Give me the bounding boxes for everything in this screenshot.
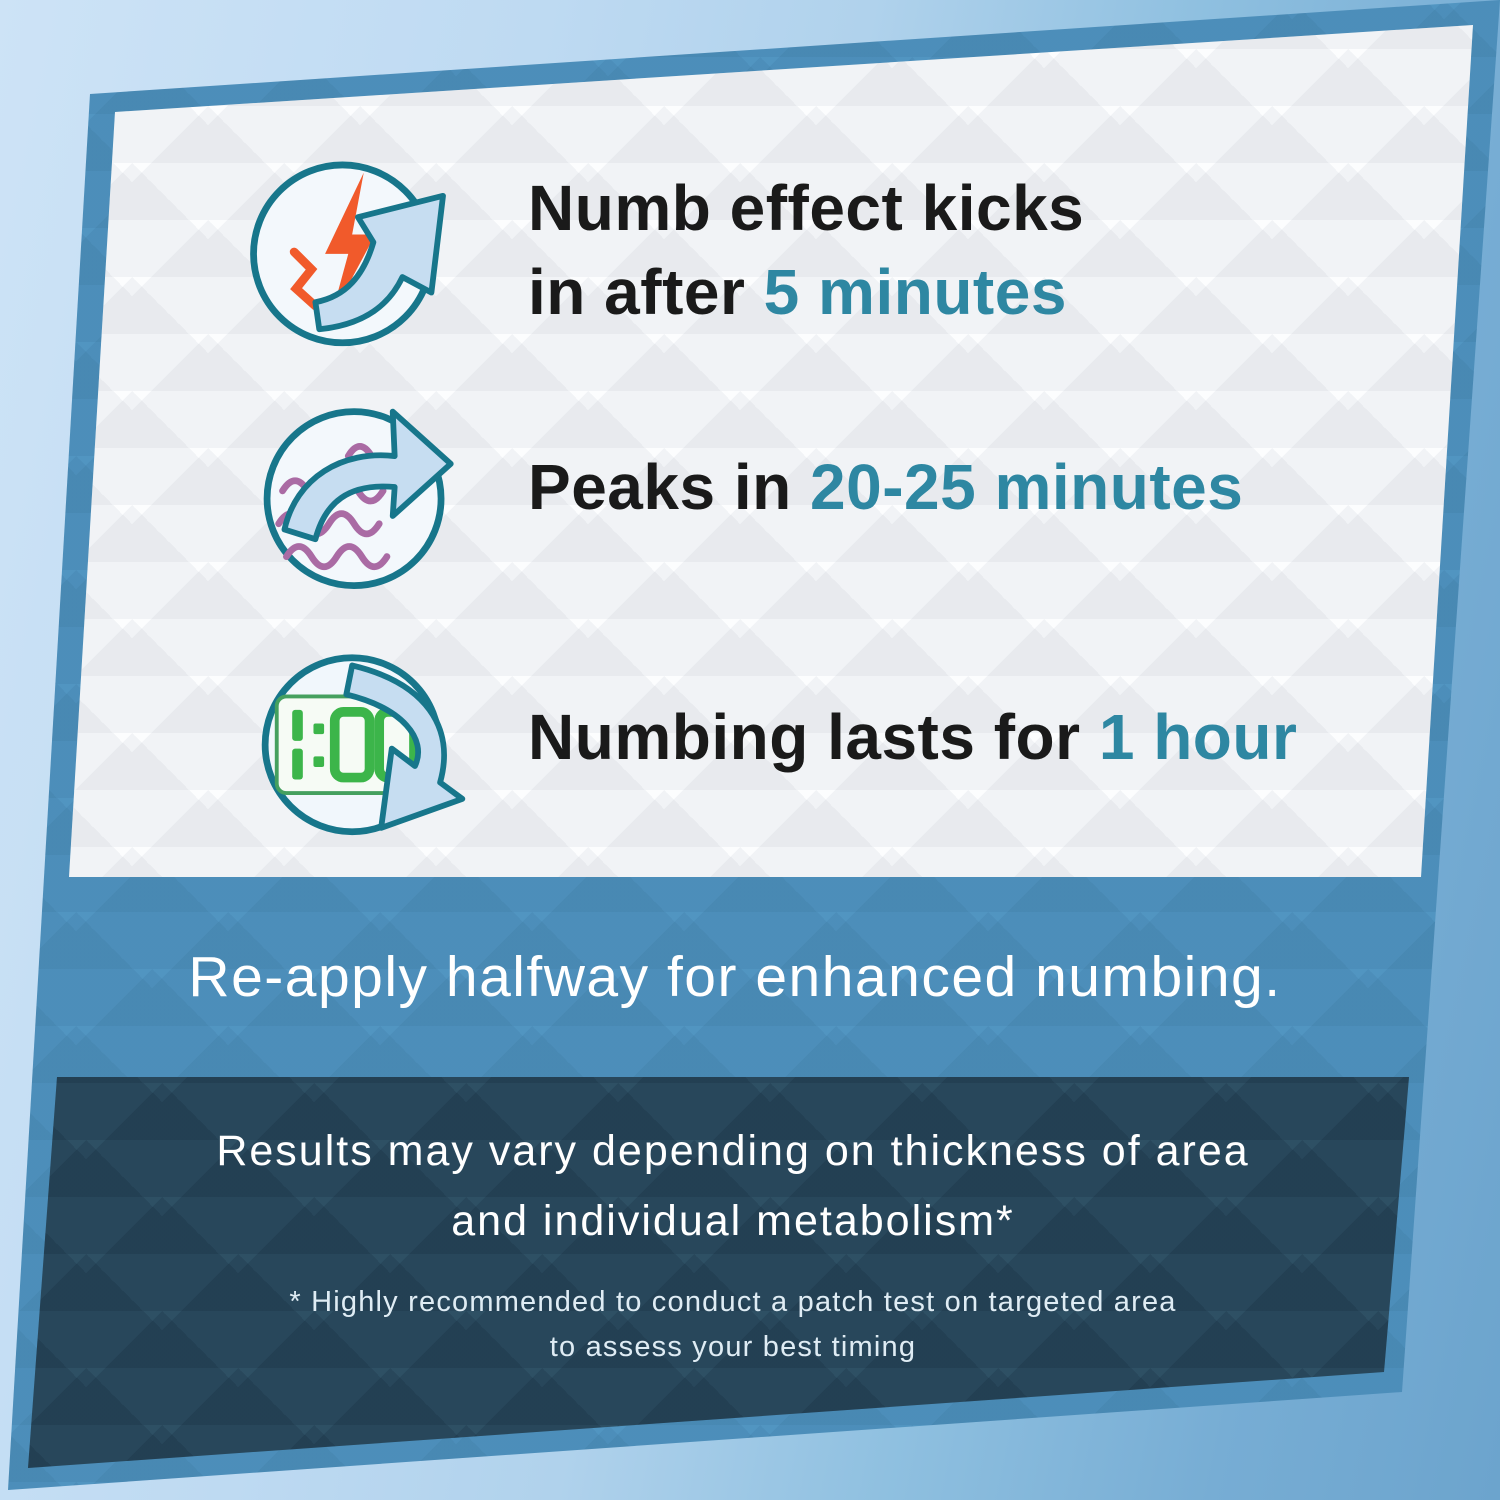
- reapply-band: [60, 877, 1410, 1077]
- timer-clock-cycle-arrow-icon: [240, 621, 472, 853]
- disclaimer-heading-line2: and individual metabolism*: [451, 1196, 1015, 1245]
- benefit-row-onset: [0, 120, 1460, 380]
- disclaimer-heading-line1: Results may vary depending on thickness of area: [216, 1127, 1250, 1175]
- benefit-line2: in after 5 minutes: [528, 256, 1067, 328]
- benefit-row-duration: [0, 622, 1460, 852]
- disclaimer-text-area: [57, 1077, 1409, 1377]
- benefit-line1: Numb effect kicks: [528, 171, 1085, 244]
- disclaimer-footnote-line1: * Highly recommended to conduct a patch test on targeted area: [289, 1286, 1177, 1319]
- benefit-text-duration: Numbing lasts for 1 hour: [528, 700, 1298, 773]
- benefit-accent-value: 5 minutes: [763, 256, 1067, 328]
- benefit-accent-value: 1 hour: [1098, 700, 1298, 773]
- impact-bolt-up-arrow-icon: [240, 134, 472, 366]
- tingling-waves-forward-arrow-icon: [240, 371, 472, 603]
- benefit-text-peak: Peaks in 20-25 minutes: [528, 450, 1244, 523]
- benefit-text-onset: [528, 166, 1084, 335]
- disclaimer-footnote-line2: to assess your best timing: [549, 1331, 917, 1364]
- reapply-band-text: Re-apply halfway for enhanced numbing.: [188, 945, 1282, 1009]
- disclaimer-heading: [216, 1117, 1249, 1256]
- benefit-accent-value: 20-25 minutes: [810, 450, 1244, 523]
- disclaimer-footnote: [289, 1280, 1176, 1370]
- benefit-row-peak: [0, 372, 1460, 602]
